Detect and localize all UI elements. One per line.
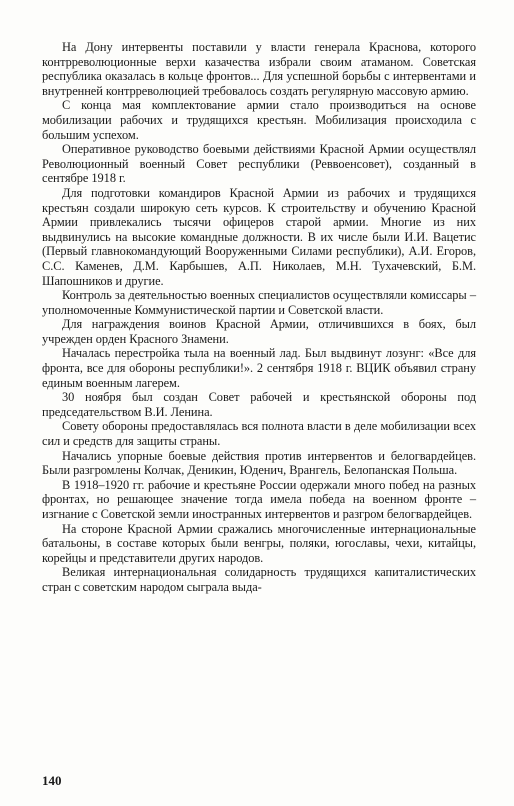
page-number: 140	[42, 773, 62, 788]
paragraph: Оперативное руководство боевыми действиями Красной Армии осуществлял Революционный военный Совет республики (Реввоенсовет), созданный в сентябре 1918 г.	[42, 142, 476, 186]
paragraph: Для подготовки командиров Красной Армии из рабочих и трудящихся крестьян создали широкую сеть курсов. К строительству и обучению Красной Армии привлекались тысячи офицеров старой армии. Многие из них выдвинулись на высокие командные должности. В их числе были И.И. Вацетис (Первый главнокомандующий Вооруженными Силами республики), А.И. Егоров, С.С. Каменев, Д.М. Карбышев, А.П. Николаев, М.Н. Тухачевский, Б.М. Шапошников и другие.	[42, 185, 476, 288]
paragraph: Совету обороны предоставлялась вся полнота власти в деле мобилизации всех сил и средств для защиты страны.	[42, 419, 476, 449]
paragraph: С конца мая комплектование армии стало производиться на основе мобилизации рабочих и трудящихся крестьян. Мобилизация происходила с большим успехом.	[42, 98, 476, 142]
paragraph: 30 ноября был создан Совет рабочей и крестьянской обороны под председательством В.И. Ленина.	[42, 390, 476, 419]
paragraph: На стороне Красной Армии сражались многочисленные интернациональные батальоны, в составе которых были венгры, поляки, югославы, чехи, китайцы, корейцы и представители других народов.	[42, 521, 476, 565]
paragraph: Начались упорные боевые действия против интервентов и белогвардейцев. Были разгромлены Колчак, Деникин, Юденич, Врангель, Белопанская Польша.	[42, 448, 476, 478]
paragraph: Великая интернациональная солидарность трудящихся капиталистических стран с советским народом сыграла выда-	[42, 565, 476, 594]
paragraph: На Дону интервенты поставили у власти генерала Краснова, которого контрреволюционные верхи казачества избрали своим атаманом. Советская республика оказалась в кольце фронтов... Для успешной борьбы с интервентами и внутренней контрреволюцией требовалось создать регулярную массовую армию.	[42, 40, 476, 98]
paragraph: Началась перестройка тыла на военный лад. Был выдвинут лозунг: «Все для фронта, все для обороны республики!». 2 сентября 1918 г. ВЦИК объявил страну единым военным лагерем.	[42, 346, 476, 390]
paragraph: Контроль за деятельностью военных специалистов осуществляли комиссары – уполномоченные Коммунистической партии и Советской власти.	[42, 288, 476, 317]
paragraph: Для награждения воинов Красной Армии, отличившихся в боях, был учрежден орден Красного Знамени.	[42, 317, 476, 346]
paragraph: В 1918–1920 гг. рабочие и крестьяне России одержали много побед на разных фронтах, но решающее значение тогда имела победа на военном фронте – изгнание с Советской земли иностранных интервентов и разгром белогвардейцев.	[42, 477, 476, 521]
